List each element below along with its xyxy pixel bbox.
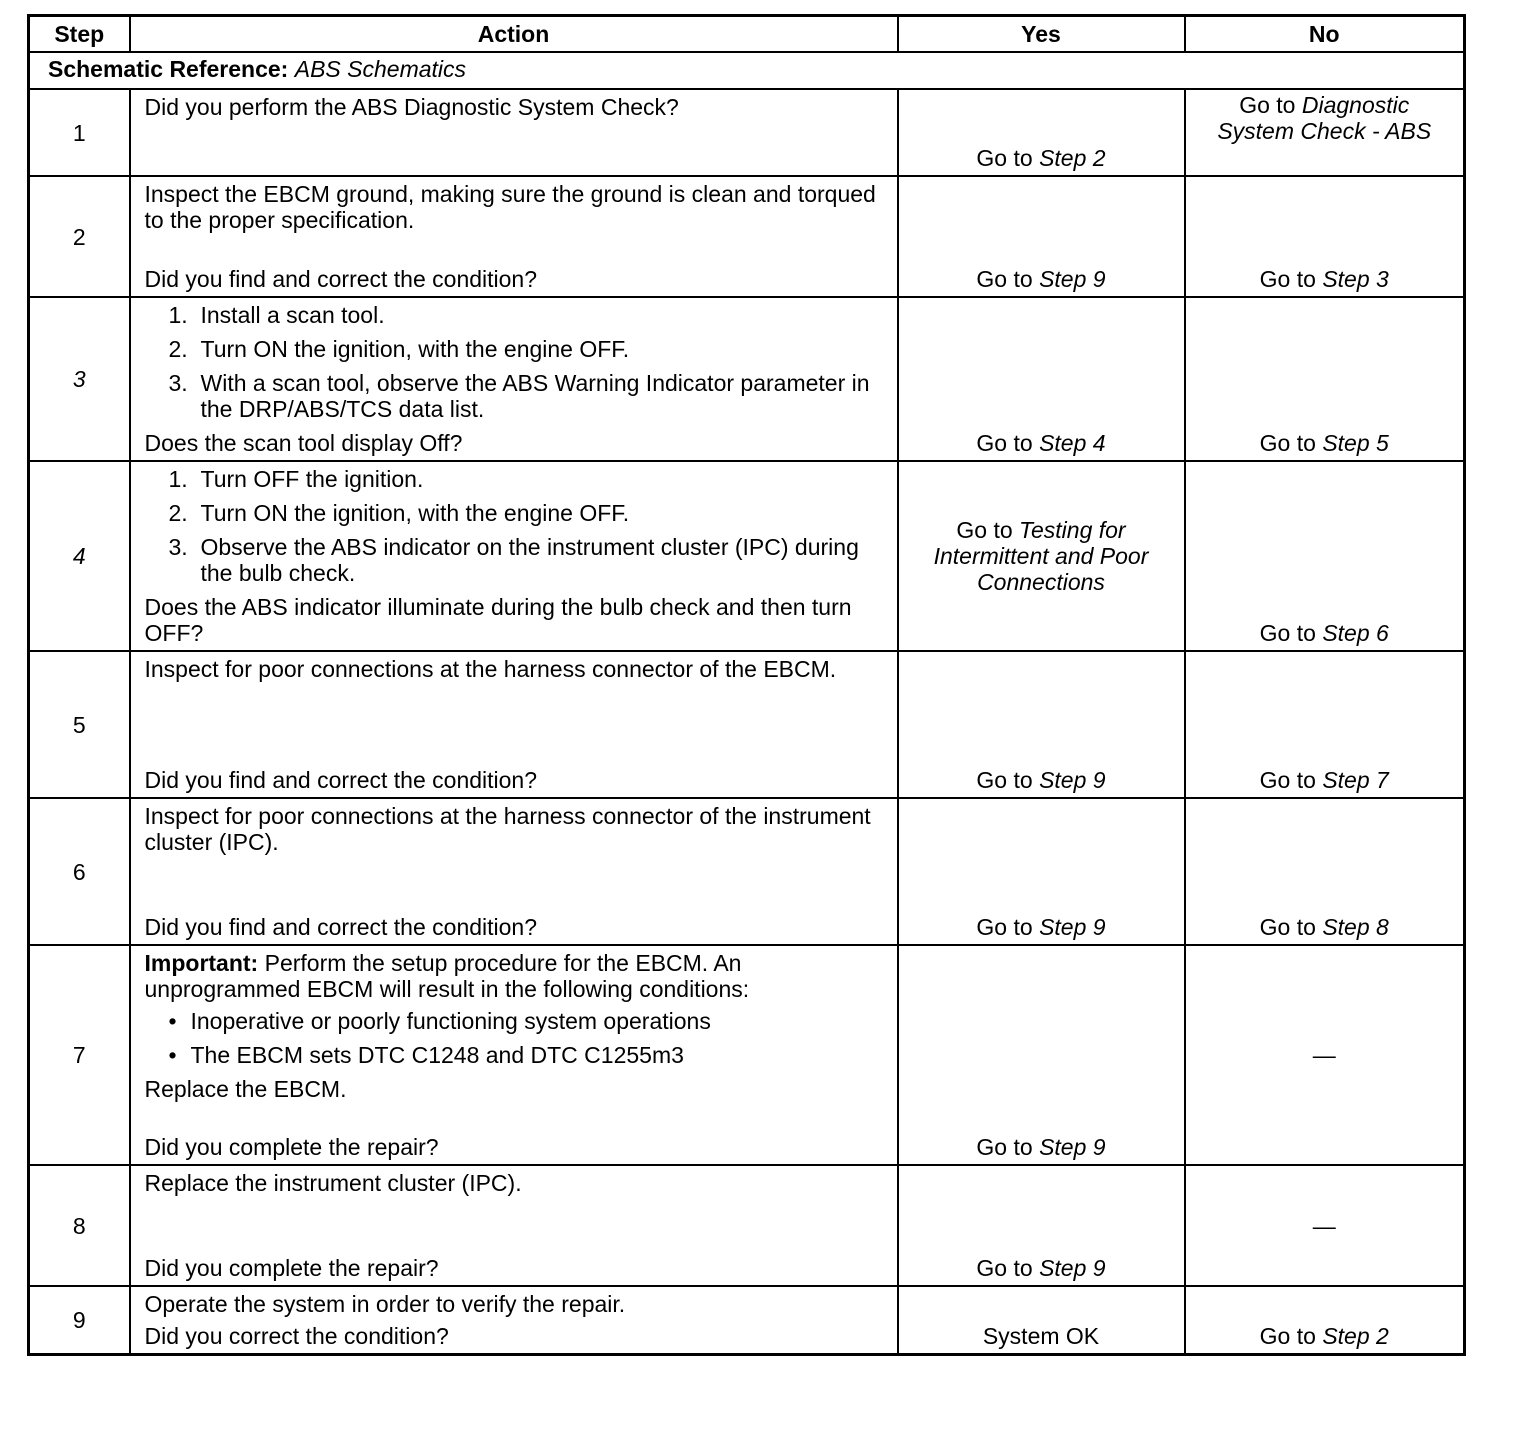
action-question: Did you find and correct the condition? — [144, 767, 538, 793]
action-text: Operate the system in order to verify the repair. — [144, 1291, 626, 1317]
header-action: Action — [130, 16, 898, 53]
action-question: Does the ABS indicator illuminate during the bulb check and then turn OFF? — [144, 594, 852, 646]
table-row — [29, 798, 1465, 945]
schematic-reference-link[interactable]: ABS Schematics — [294, 56, 467, 82]
header-no: No — [1185, 16, 1465, 53]
no-dash: — — [1312, 1042, 1336, 1068]
action-text: Did you perform the ABS Diagnostic System Check? — [144, 94, 679, 120]
action-text: Replace the EBCM. — [144, 1076, 347, 1102]
yes-goto[interactable]: Go to Step 9 — [976, 914, 1106, 940]
no-cell — [1185, 1286, 1465, 1354]
bullet-icon: • — [168, 1008, 177, 1034]
list-item: 3. Observe the ABS indicator on the instrument cluster (IPC) during the bulb check. — [168, 534, 859, 586]
table-row — [29, 945, 1465, 1165]
action-cell — [130, 297, 898, 461]
table-row — [29, 1165, 1465, 1286]
step-number: 6 — [29, 798, 130, 945]
schematic-reference-row — [29, 52, 1465, 89]
action-cell — [130, 1165, 898, 1286]
yes-goto[interactable]: Go to Step 9 — [976, 1255, 1106, 1281]
yes-goto[interactable]: Go to Testing for Intermittent and Poor Connections — [933, 517, 1149, 595]
yes-cell — [898, 945, 1185, 1165]
step-number: 4 — [29, 461, 130, 651]
no-goto[interactable]: Go to Step 2 — [1259, 1322, 1389, 1349]
action-text: Inspect the EBCM ground, making sure the ground is clean and torqued to the proper specification. — [144, 181, 876, 233]
step-number: 7 — [29, 945, 130, 1165]
no-cell — [1185, 1165, 1465, 1286]
action-cell — [130, 89, 898, 176]
action-cell — [130, 798, 898, 945]
step-number: 9 — [29, 1286, 130, 1354]
yes-goto[interactable]: Go to Step 9 — [976, 767, 1106, 793]
action-steps-list — [145, 302, 887, 422]
header-step: Step — [29, 16, 130, 53]
yes-result: System OK — [982, 1322, 1100, 1349]
header-row — [29, 16, 1465, 53]
no-goto[interactable]: Go to Step 3 — [1259, 266, 1389, 292]
yes-cell — [898, 89, 1185, 176]
important-label: Important: — [144, 950, 259, 976]
no-goto[interactable]: Go to Step 8 — [1259, 914, 1389, 940]
step-number: 2 — [29, 176, 130, 297]
conditions-list — [145, 1008, 887, 1068]
no-cell — [1185, 461, 1465, 651]
no-cell — [1185, 651, 1465, 798]
no-cell — [1185, 297, 1465, 461]
action-question: Did you complete the repair? — [144, 1255, 439, 1281]
action-question: Does the scan tool display Off? — [144, 430, 463, 456]
table-row — [29, 1286, 1465, 1354]
action-text: Replace the instrument cluster (IPC). — [144, 1170, 522, 1196]
action-cell — [130, 945, 898, 1165]
header-yes: Yes — [898, 16, 1185, 53]
diagnostic-table — [27, 14, 1466, 1356]
yes-goto[interactable]: Go to Step 9 — [976, 1134, 1106, 1160]
no-goto[interactable]: Go to Diagnostic System Check - ABS — [1217, 92, 1432, 144]
action-text: Inspect for poor connections at the harness connector of the instrument cluster (IPC). — [144, 803, 871, 855]
table-row — [29, 176, 1465, 297]
bullet-icon: • — [168, 1042, 177, 1068]
yes-cell — [898, 461, 1185, 651]
no-cell — [1185, 176, 1465, 297]
action-cell — [130, 461, 898, 651]
list-item: 2. Turn ON the ignition, with the engine OFF. — [168, 500, 630, 526]
table-row — [29, 461, 1465, 651]
step-number: 8 — [29, 1165, 130, 1286]
yes-cell — [898, 798, 1185, 945]
no-dash: — — [1312, 1212, 1336, 1239]
list-item: • Inoperative or poorly functioning system operations — [168, 1008, 711, 1034]
no-goto[interactable]: Go to Step 7 — [1259, 767, 1389, 793]
step-number: 5 — [29, 651, 130, 798]
list-item: • The EBCM sets DTC C1248 and DTC C1255m3 — [168, 1042, 684, 1068]
action-question: Did you correct the condition? — [144, 1322, 449, 1349]
step-number: 1 — [29, 89, 130, 176]
step-number: 3 — [29, 297, 130, 461]
yes-goto[interactable]: Go to Step 2 — [976, 145, 1106, 171]
action-question: Did you find and correct the condition? — [144, 266, 538, 292]
action-cell — [130, 651, 898, 798]
important-text: Perform the setup procedure for the EBCM. An unprogrammed EBCM will result in the following conditions: — [144, 950, 750, 1002]
action-question: Did you find and correct the condition? — [144, 914, 538, 940]
yes-cell — [898, 176, 1185, 297]
yes-cell — [898, 1286, 1185, 1354]
yes-cell — [898, 1165, 1185, 1286]
schematic-reference-label: Schematic Reference: — [48, 56, 289, 82]
action-cell — [130, 176, 898, 297]
yes-cell — [898, 297, 1185, 461]
action-steps-list — [145, 466, 887, 586]
list-item: 1. Install a scan tool. — [168, 302, 385, 328]
table-row — [29, 89, 1465, 176]
list-item: 3. With a scan tool, observe the ABS Warning Indicator parameter in the DRP/ABS/TCS data list. — [168, 370, 870, 422]
table-row — [29, 651, 1465, 798]
table-row — [29, 297, 1465, 461]
no-goto[interactable]: Go to Step 5 — [1259, 430, 1389, 456]
no-cell — [1185, 89, 1465, 176]
list-item: 1. Turn OFF the ignition. — [168, 466, 424, 492]
yes-cell — [898, 651, 1185, 798]
yes-goto[interactable]: Go to Step 9 — [976, 266, 1106, 292]
action-text: Inspect for poor connections at the harness connector of the EBCM. — [144, 656, 837, 682]
schematic-reference — [29, 52, 1465, 89]
list-item: 2. Turn ON the ignition, with the engine OFF. — [168, 336, 630, 362]
yes-goto[interactable]: Go to Step 4 — [976, 430, 1106, 456]
no-goto[interactable]: Go to Step 6 — [1259, 620, 1389, 646]
action-question: Did you complete the repair? — [144, 1134, 439, 1160]
important-note — [145, 950, 887, 1002]
no-cell — [1185, 798, 1465, 945]
action-cell — [130, 1286, 898, 1354]
no-cell — [1185, 945, 1465, 1165]
